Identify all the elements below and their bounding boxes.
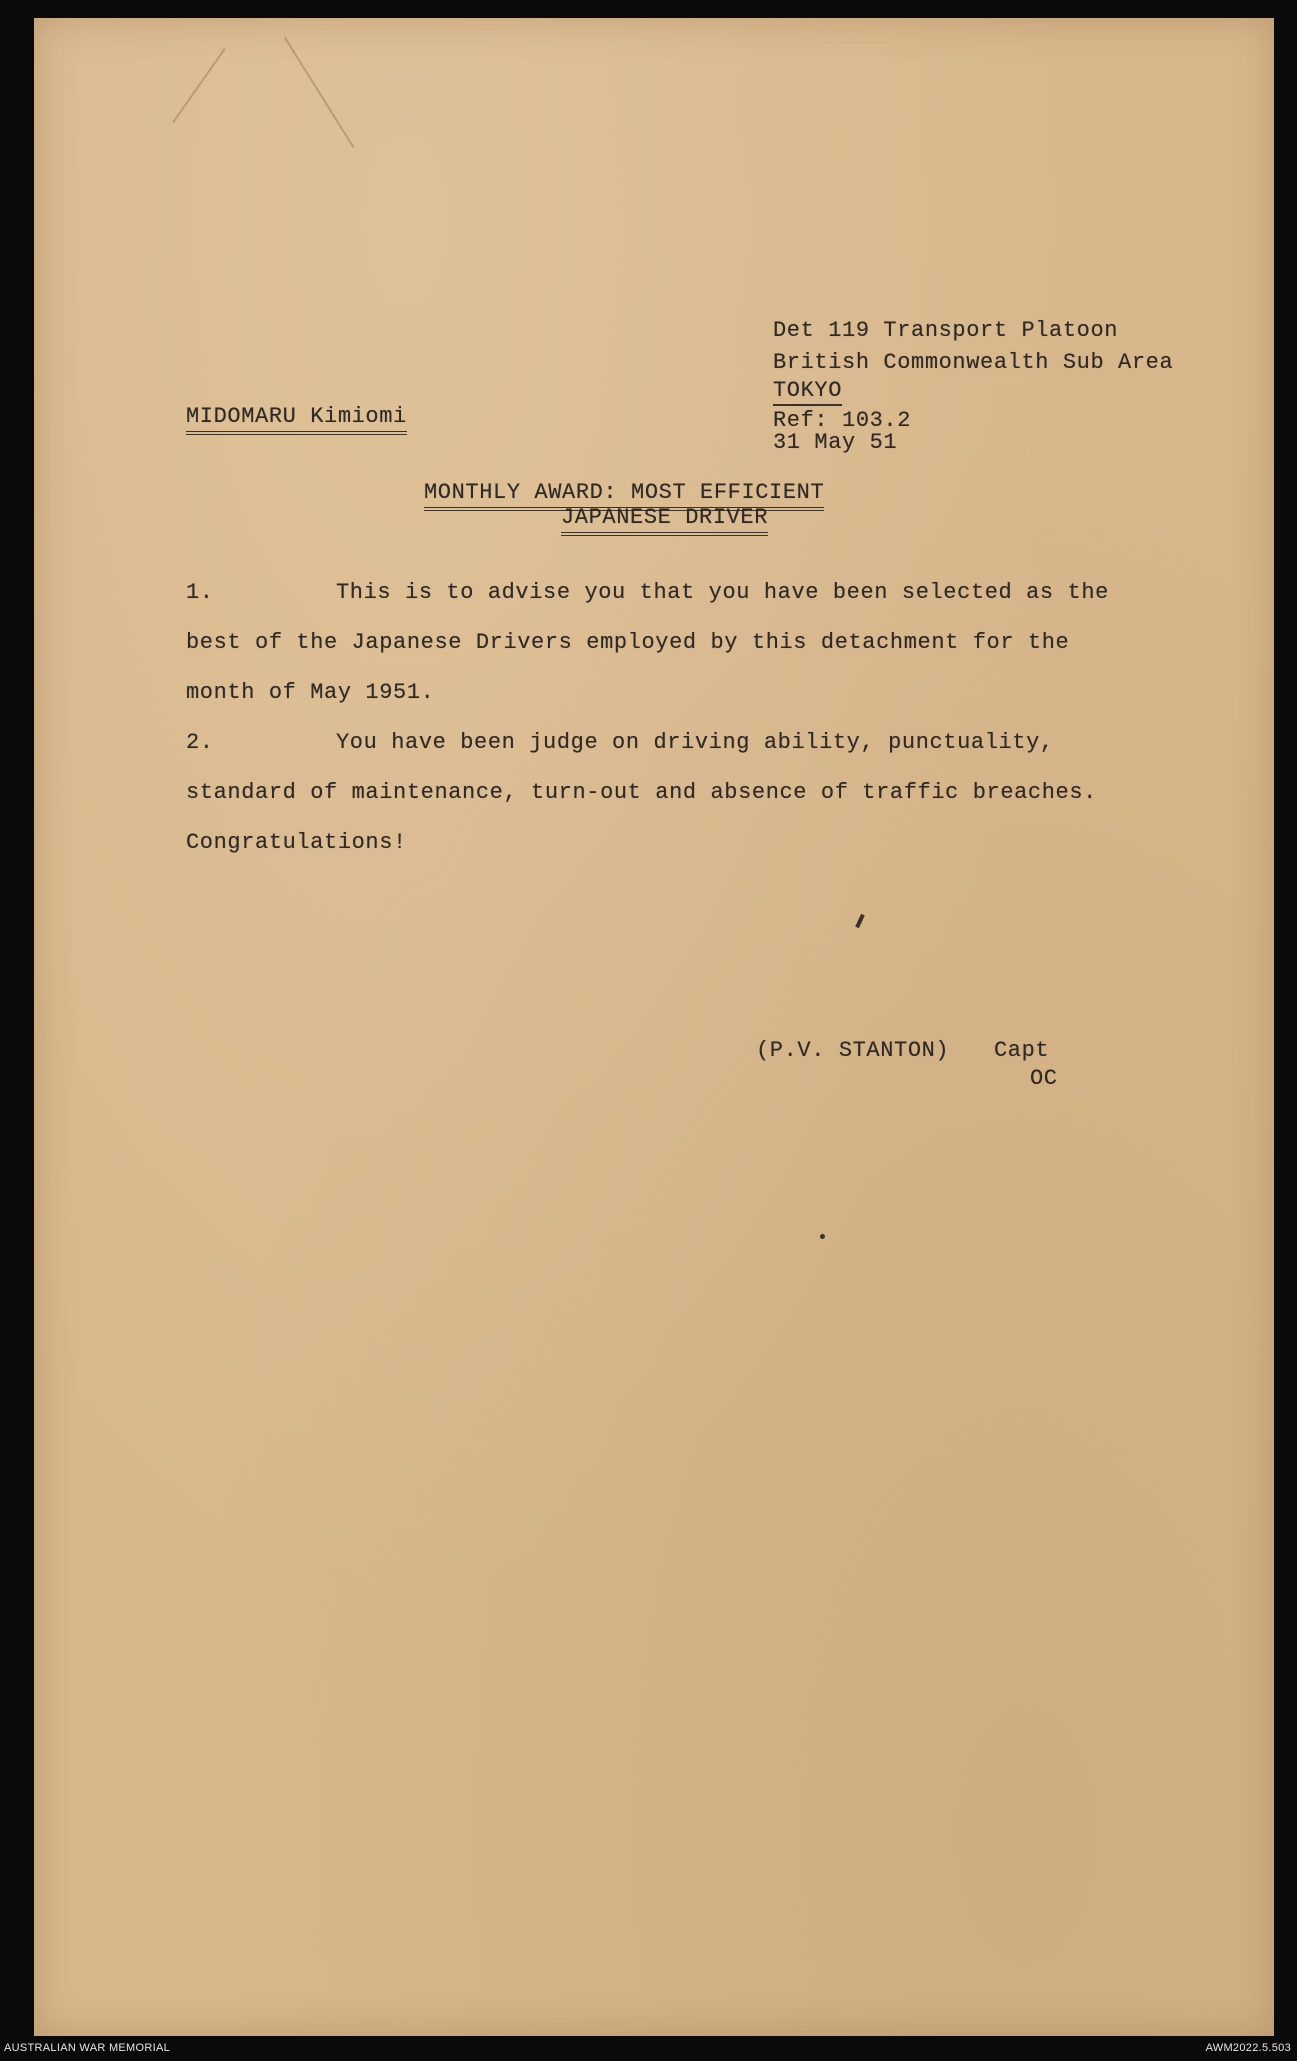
subject-line-2-text: JAPANESE DRIVER	[561, 505, 768, 536]
signature-rank: Capt	[994, 1038, 1050, 1063]
letterhead-ref: Ref: 103.2	[773, 408, 912, 433]
paragraph-2-number: 2.	[186, 730, 214, 755]
signature-name: (P.V. STANTON)	[756, 1038, 950, 1063]
paragraph-1-line-3: month of May 1951.	[186, 680, 435, 705]
paragraph-2-line-1: You have been judge on driving ability, punctuality,	[336, 730, 1054, 755]
paragraph-1-line-1: This is to advise you that you have been selected as the	[336, 580, 1109, 605]
footer-accession: AWM2022.5.503	[1205, 2042, 1291, 2054]
letterhead-unit: Det 119 Transport Platoon	[773, 318, 1119, 343]
paragraph-1-row-1	[186, 568, 1246, 618]
document-page	[34, 18, 1274, 2036]
paper-crease	[284, 37, 355, 148]
subject-line-2	[561, 507, 768, 529]
signature-role: OC	[1030, 1066, 1058, 1091]
paper-crease	[172, 48, 225, 123]
addressee-name: MIDOMARU Kimiomi	[186, 404, 407, 435]
letterhead-area: British Commonwealth Sub Area	[773, 350, 1174, 375]
paragraph-1	[186, 568, 1246, 718]
letterhead-date: 31 May 51	[773, 430, 898, 455]
paragraph-2-row-1	[186, 718, 1246, 768]
ink-speck	[855, 914, 865, 928]
paragraph-1-line-2: best of the Japanese Drivers employed by this detachment for the	[186, 630, 1070, 655]
letterhead-city	[773, 380, 842, 402]
paragraph-2	[186, 718, 1246, 868]
ink-speck	[820, 1234, 825, 1239]
paragraph-2-line-3: Congratulations!	[186, 830, 407, 855]
paragraph-1-number: 1.	[186, 580, 214, 605]
subject-line-1	[424, 482, 824, 504]
footer-institution: AUSTRALIAN WAR MEMORIAL	[4, 2042, 171, 2054]
subject-line-1-text: MONTHLY AWARD: MOST EFFICIENT	[424, 480, 824, 511]
paragraph-2-line-2: standard of maintenance, turn-out and absence of traffic breaches.	[186, 780, 1097, 805]
addressee	[186, 406, 407, 428]
letterhead-city-text: TOKYO	[773, 378, 842, 406]
